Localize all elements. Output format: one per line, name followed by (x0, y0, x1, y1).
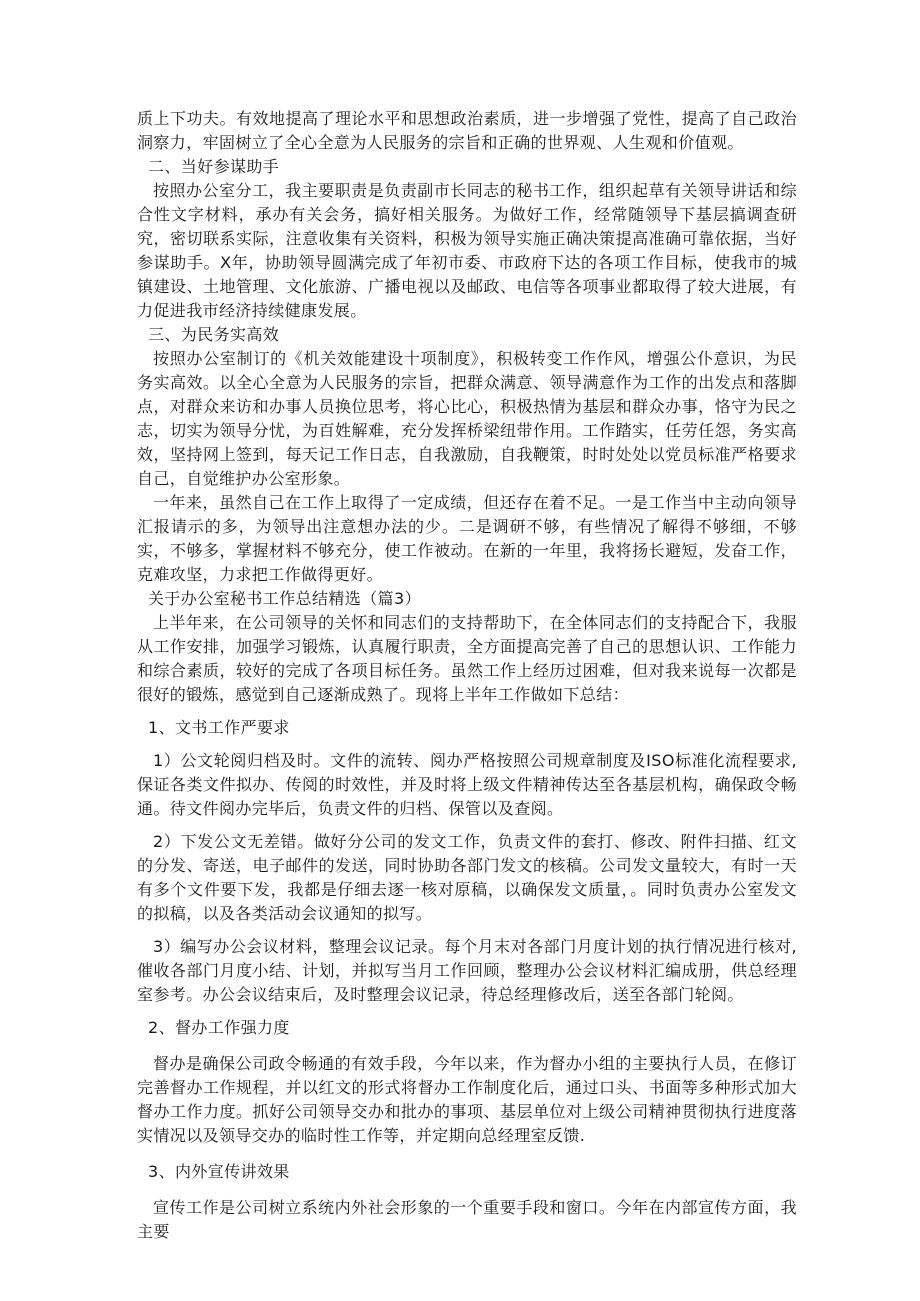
section-heading-supervision: 2、督办工作强力度 (148, 1018, 290, 1037)
section-heading-service: 三、为民务实高效 (148, 325, 280, 344)
body-paragraph: 按照办公室分工，我主要职责是负责副市长同志的秘书工作，组织起草有关领导讲话和综合性文字材料，承办有关会务，搞好相关服务。为做好工作，经常随领导下基层搞调查研究，密切联系实际，注意收集有关资料，积极为领导实施正确决策提高准确可靠依据，当好参谋助手。X年，协助领导圆满完成了年初市委、市政府下达的各项工作目标，使我市的城镇建设、土地管理、文化旅游、广播电视以及邮政、电信等各项事业都取得了较大进展，有力促进我市经济持续健康发展。 (137, 181, 797, 320)
body-paragraph: 上半年来，在公司领导的关怀和同志们的支持帮助下，在全体同志们的支持配合下，我服从工作安排，加强学习锻炼，认真履行职责，全方面提高完善了自己的思想认识、工作能力和综合素质，较好的完成了各项目标任务。虽然工作上经历过困难，但对我来说每一次都是很好的锻炼，感觉到自己逐渐成熟了。现将上半年工作做如下总结： (137, 613, 797, 704)
section-heading-advisor: 二、当好参谋助手 (148, 157, 280, 176)
body-paragraph: 3）编写办公会议材料，整理会议记录。每个月末对各部门月度计划的执行情况进行核对,催收各部门月度小结、计划，并拟写当月工作回顾，整理办公会议材料汇编成册，供总经理室参考。办公会议结束后，及时整理会议记录，待总经理修改后，送至各部门轮阅。 (137, 937, 797, 1004)
body-paragraph: 1）公文轮阅归档及时。文件的流转、阅办严格按照公司规章制度及ISO标准化流程要求,保证各类文件拟办、传阅的时效性，并及时将上级文件精神传达至各基层机构，确保政令畅通。待文件阅办完毕后，负责文件的归档、保管以及查阅。 (137, 751, 797, 818)
body-paragraph: 2）下发公文无差错。做好分公司的发文工作，负责文件的套打、修改、附件扫描、红文的分发、寄送，电子邮件的发送，同时协助各部门发文的核稿。公司发文量较大，有时一天有多个文件要下发，我都是仔细去逐一核对原稿，以确保发文质量，。同时负责办公室发文的拟稿，以及各类活动会议通知的拟写。 (137, 832, 797, 923)
body-paragraph: 按照办公室制订的《机关效能建设十项制度》，积极转变工作作风，增强公仆意识，为民务实高效。以全心全意为人民服务的宗旨，把群众满意、领导满意作为工作的出发点和落脚点，对群众来访和办事人员换位思考，将心比心，积极热情为基层和群众办事，恪守为民之志，切实为领导分忧，为百姓解难，充分发挥桥梁纽带作用。工作踏实，任劳任怨，务实高效，坚持网上签到，每天记工作日志，自我激励，自我鞭策，时时处处以党员标准严格要求自己，自觉维护办公室形象。 (137, 349, 797, 488)
section-heading-publicity: 3、内外宣传讲效果 (148, 1162, 290, 1181)
body-paragraph: 宣传工作是公司树立系统内外社会形象的一个重要手段和窗口。今年在内部宣传方面，我主要 (137, 1198, 797, 1241)
section-heading-documents: 1、文书工作严要求 (148, 718, 290, 737)
body-paragraph: 一年来，虽然自己在工作上取得了一定成绩，但还存在着不足。一是工作当中主动向领导汇报请示的多，为领导出注意想办法的少。二是调研不够，有些情况了解得不够细，不够实，不够多，掌握材料不够充分，使工作被动。在新的一年里，我将扬长避短，发奋工作，克难攻坚，力求把工作做得更好。 (137, 493, 797, 584)
body-paragraph: 督办是确保公司政令畅通的有效手段，今年以来，作为督办小组的主要执行人员，在修订完善督办工作规程，并以红文的形式将督办工作制度化后，通过口头、书面等多种形式加大督办工作力度。抓好公司领导交办和批办的事项、基层单位对上级公司精神贯彻执行进度落实情况以及领导交办的临时性工作等，并定期向总经理室反馈. (137, 1054, 797, 1145)
article-title: 关于办公室秘书工作总结精选（篇3） (148, 589, 421, 608)
document-body (137, 107, 797, 1244)
body-paragraph: 质上下功夫。有效地提高了理论水平和思想政治素质，进一步增强了党性，提高了自己政治洞察力，牢固树立了全心全意为人民服务的宗旨和正确的世界观、人生观和价值观。 (137, 109, 797, 152)
